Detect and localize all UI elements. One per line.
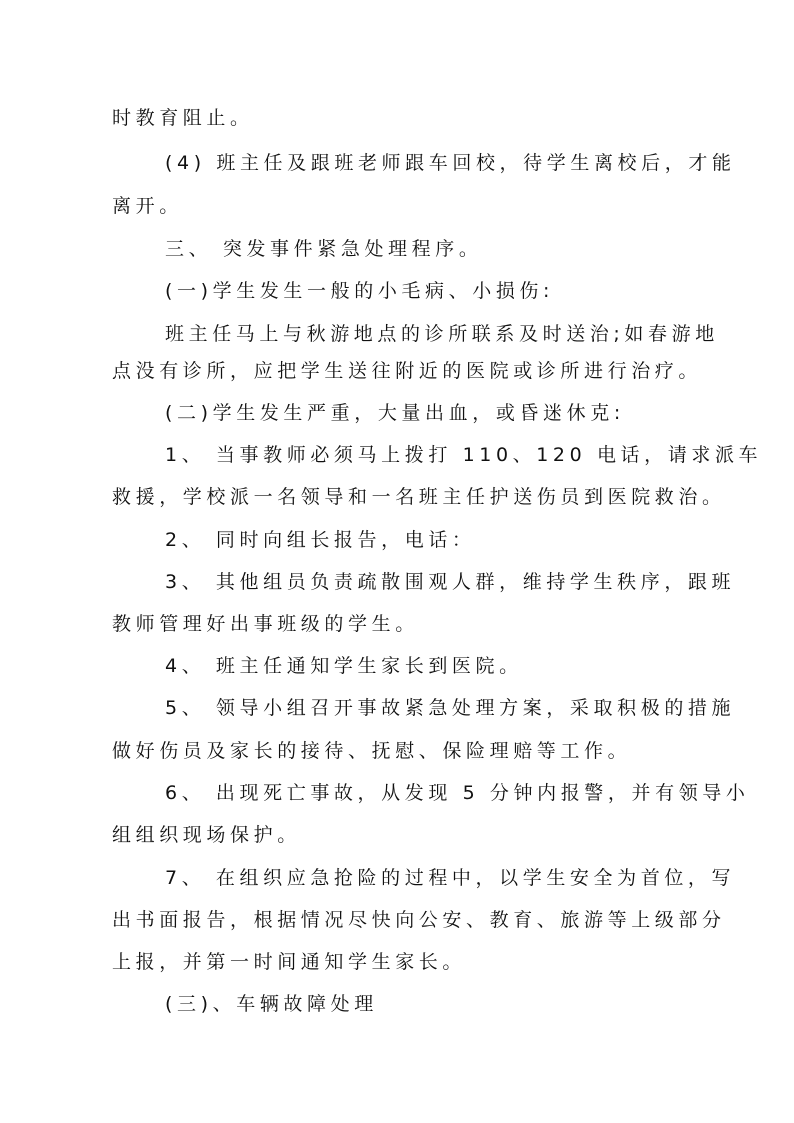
text-line: (4) 班主任及跟班老师跟车回校，待学生离校后，才能 [165, 152, 736, 174]
text-line: 教师管理好出事班级的学生。 [112, 613, 419, 635]
list-item: 7、 在组织应急抢险的过程中，以学生安全为首位，写 [165, 867, 736, 889]
subsection-heading: (三)、车辆故障处理 [165, 993, 378, 1015]
text-line: 出书面报告，根据情况尽快向公安、教育、旅游等上级部分 [112, 909, 726, 931]
section-heading: 三、 突发事件紧急处理程序。 [165, 238, 483, 260]
text-line: 班主任马上与秋游地点的诊所联系及时送治;如春游地 [165, 323, 719, 345]
list-item: 6、 出现死亡事故，从发现 5 分钟内报警，并有领导小 [165, 782, 750, 804]
text-line: 上报，并第一时间通知学生家长。 [112, 951, 467, 973]
list-item: 3、 其他组员负责疏散围观人群，维持学生秩序，跟班 [165, 571, 736, 593]
list-item: 2、 同时向组长报告，电话： [165, 529, 476, 551]
text-line: 组组织现场保护。 [112, 824, 301, 846]
text-line: 救援，学校派一名领导和一名班主任护送伤员到医院救治。 [112, 486, 726, 508]
text-line: 做好伤员及家长的接待、抚慰、保险理赔等工作。 [112, 740, 632, 762]
text-line: 点没有诊所，应把学生送往附近的医院或诊所进行治疗。 [112, 360, 703, 382]
list-item: 5、 领导小组召开事故紧急处理方案，采取积极的措施 [165, 697, 736, 719]
subsection-heading: (二)学生发生严重，大量出血，或昏迷休克: [165, 402, 625, 424]
list-item: 1、 当事教师必须马上拨打 110、120 电话，请求派车 [165, 444, 763, 466]
subsection-heading: (一)学生发生一般的小毛病、小损伤: [165, 280, 555, 302]
text-line: 时教育阻止。 [112, 107, 254, 129]
list-item: 4、 班主任通知学生家长到医院。 [165, 655, 523, 677]
text-line: 离开。 [112, 195, 183, 217]
